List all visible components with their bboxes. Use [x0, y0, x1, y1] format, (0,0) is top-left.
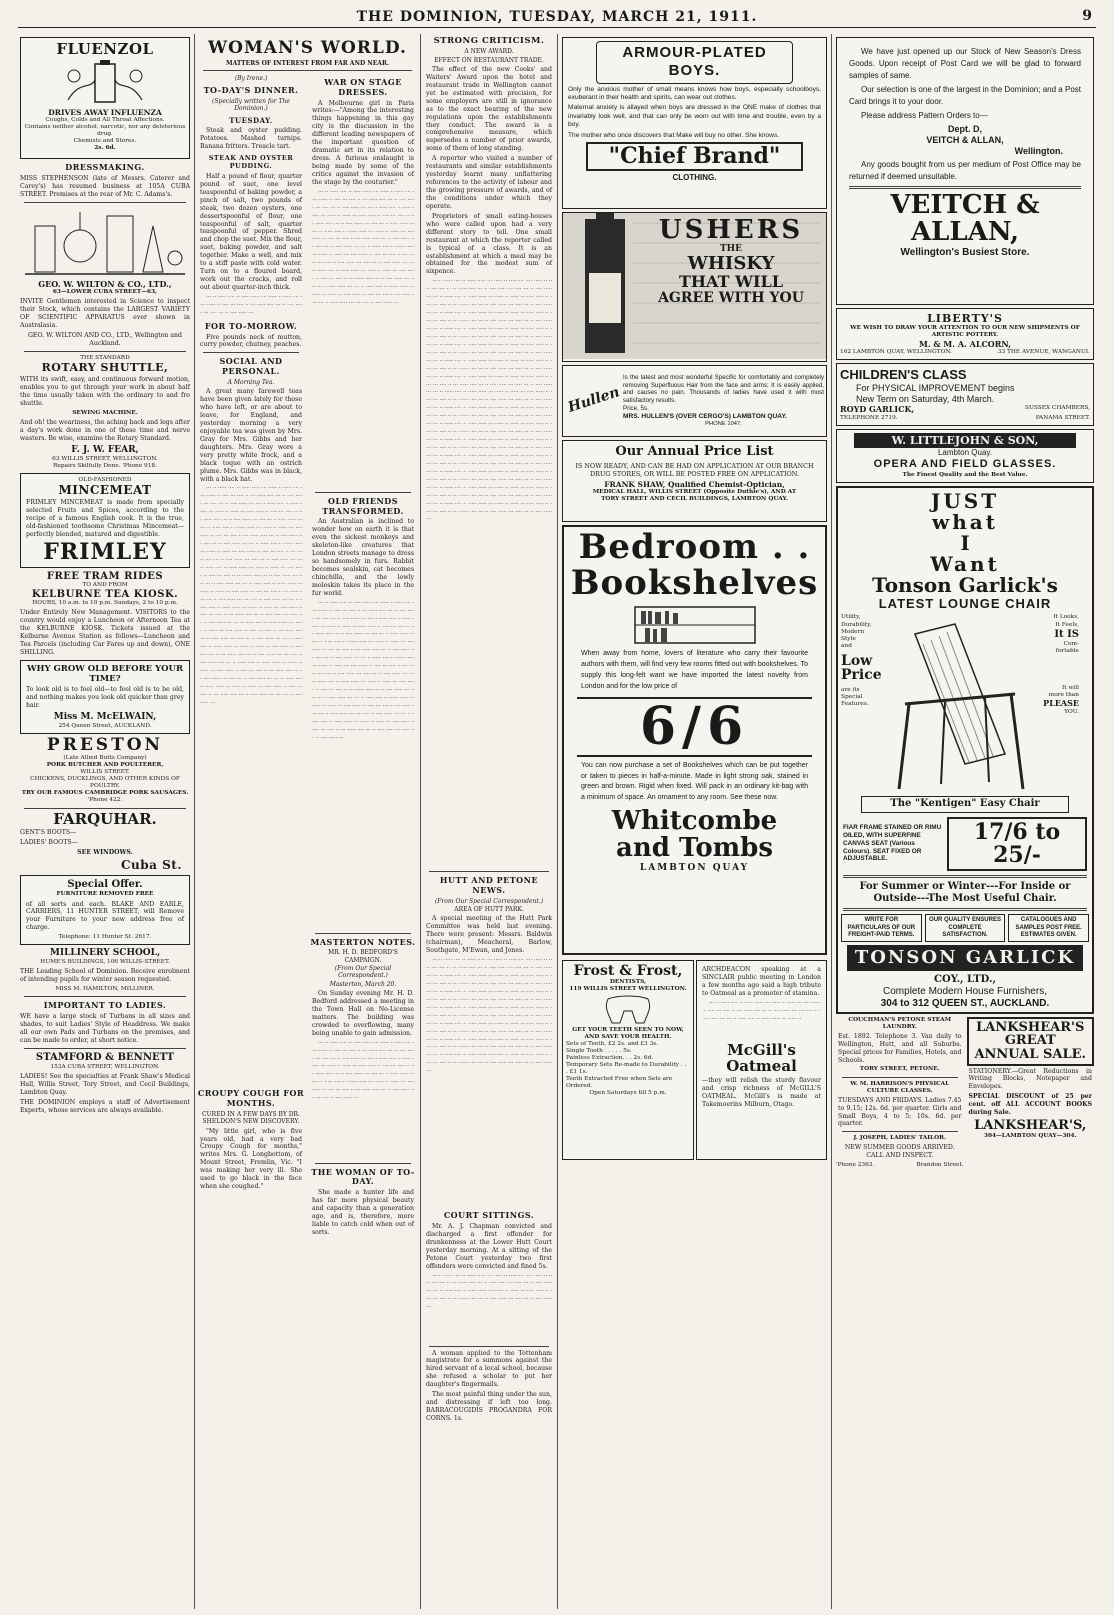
column-3	[423, 34, 555, 1609]
croupy-text: "My little girl, who is five years old, had a very bad Croupy Cough for months," writes Mrs. G. Longbottom, of Mount Street, Fremlin, Vic. "I was making her very ill. She used to go black in the face when she coughed."	[200, 1127, 302, 1191]
bookshelves-text: When away from home, lovers of literature who carry their favourite authors with them, will find very few rooms fitted out with bookshelves. To supply this long-felt want we have imported the latest novelty from London and for the low price of	[581, 650, 808, 690]
feature-word: are its	[841, 687, 860, 694]
divider	[429, 871, 549, 872]
transformed-continued-text: ··· ·· ····· ···· ·· ····· ····· ··· ····· ·· ····· ··· ···· ····· ·· ···· ··· ···· ·· ··· ····· ···· ··· ·· ···· ····· ··· ···· ··· ·· ···· ····· ··· ··· ·· ····· ···· ·· ····· ····· ··· ····· ·· ····· ··· ···· ····· ·· ···· ··· ···· ·· ··· ····· ···· ··· ·· ···· ····· ··· ···· ··· ·· ···· ····· ··· ··· ·· ····· ···· ·· ····· ····· ··· ····· ·· ····· ··· ···· ····· ·· ···· ··· ···· ·· ··· ····· ···· ··· ·· ···· ····· ··· ···· ··· ·· ···· ····· ··· ··· ·· ····· ···· ·· ····· ····· ··· ····· ·· ····· ··· ···· ····· ·· ···· ··· ···· ·· ··· ····· ···· ··· ·· ···· ····· ··· ···· ··· ·· ···· ····· ··· ··· ·· ····· ···· ·· ····· ····· ··· ····· ·· ····· ··· ···· ····· ·· ···· ··· ···· ·· ··· ····· ···· ··· ·· ···· ····· ··· ···· ··· ·· ···· ····· ··· ··· ·· ····· ···· ·· ····· ····· ··· ····· ·· ····· ··· ···· ····· ·· ···· ··· ···· ·· ··· ····· ···· ··· ·· ···· ····· ··· ···· ··· ·· ···· ····· ··· ··· ·· ····· ···· ·· ····· ····· ··· ····· ·· ····· ··· ···· ····· ·· ···· ··· ···· ·· ··· ····· ···· ··· ·· ···· ····· ··· ···· ··· ·· ···· ····· ···	[312, 599, 414, 742]
court-continued-text: ··· ·· ····· ···· ·· ····· ····· ··· ····· ·· ····· ··· ···· ····· ·· ···· ··· ···· ·· ··· ····· ···· ··· ·· ···· ····· ··· ···· ··· ·· ···· ····· ··· ··· ·· ····· ···· ·· ····· ····· ··· ····· ·· ····· ··· ···· ····· ·· ···· ··· ···· ·· ··· ····· ···· ··· ·· ···· ····· ··· ···· ··· ·· ···· ····· ···	[426, 1272, 552, 1312]
fluenzol-ad	[20, 37, 190, 159]
bookshelves-heading-2: Bookshelves	[570, 562, 819, 603]
rotary-address: 63 WILLIS STREET, WELLINGTON.	[52, 455, 158, 462]
lounge-chair-heading: LATEST LOUNGE CHAIR	[878, 595, 1052, 611]
divider	[203, 70, 412, 71]
bookshelves-price: 6/6	[639, 695, 750, 757]
stamford-address: 153A CUBA STREET, WELLINGTON.	[50, 1063, 160, 1070]
want-heading: Want	[930, 551, 1000, 576]
what-heading: what	[932, 509, 998, 534]
feature-word: Utility,	[841, 614, 861, 621]
wilton-sign: GEO. W. WILTON AND CO., LTD., Wellington and Auckland.	[27, 332, 183, 348]
grow-old-sign: Miss M. McELWAIN,	[53, 712, 157, 723]
special-offer-ad	[20, 875, 190, 945]
social-continued-text: ··· ·· ····· ···· ·· ····· ····· ··· ····· ·· ····· ··· ···· ····· ·· ···· ··· ···· ·· ··· ····· ···· ··· ·· ···· ····· ··· ···· ··· ·· ···· ····· ··· ··· ·· ····· ···· ·· ····· ····· ··· ····· ·· ····· ··· ···· ····· ·· ···· ··· ···· ·· ··· ····· ···· ··· ·· ···· ····· ··· ···· ··· ·· ···· ····· ··· ··· ·· ····· ···· ·· ····· ····· ··· ····· ·· ····· ··· ···· ····· ·· ···· ··· ···· ·· ··· ····· ···· ··· ·· ···· ····· ··· ···· ··· ·· ···· ····· ··· ··· ·· ····· ···· ·· ····· ····· ··· ····· ·· ····· ··· ···· ····· ·· ···· ··· ···· ·· ··· ····· ···· ··· ·· ···· ····· ··· ···· ··· ·· ···· ····· ··· ··· ·· ····· ···· ·· ····· ····· ··· ····· ·· ····· ··· ···· ····· ·· ···· ··· ···· ·· ··· ····· ···· ··· ·· ···· ····· ··· ···· ··· ·· ···· ····· ··· ··· ·· ····· ···· ·· ····· ····· ··· ····· ·· ····· ··· ···· ····· ·· ···· ··· ···· ·· ··· ····· ···· ··· ·· ···· ····· ··· ···· ··· ·· ···· ····· ··· ··· ·· ····· ···· ·· ····· ····· ··· ····· ·· ····· ··· ···· ····· ·· ···· ··· ···· ·· ··· ····· ···· ··· ·· ···· ····· ··· ···· ··· ·· ···· ····· ··· ··· ·· ····· ···· ·· ····· ····· ··· ····· ·· ····· ··· ···· ····· ·· ···· ··· ···· ·· ··· ····· ···· ··· ·· ···· ····· ··· ···· ··· ·· ···· ····· ··· ··· ·· ····· ···· ·· ····· ····· ··· ····· ·· ····· ··· ···· ····· ·· ···· ··· ···· ·· ··· ····· ···· ··· ·· ···· ····· ··· ···· ··· ·· ···· ····· ··· ··· ·· ····· ···· ·· ····· ····· ··· ····· ·· ····· ··· ···· ····· ·· ···· ··· ···· ·· ··· ····· ···· ··· ·· ···· ····· ··· ···· ··· ·· ···· ····· ··· ··· ·· ····· ···· ·· ····· ····· ··· ····· ·· ····· ··· ···· ····· ·· ···· ··· ···· ·· ··· ····· ···· ··· ·· ···· ····· ··· ···· ··· ·· ···· ····· ···	[200, 485, 302, 707]
lankshear-text-2: SPECIAL DISCOUNT of 25 per cent. off ALL ACCOUNT BOOKS during Sale.	[968, 1093, 1092, 1117]
column-5	[834, 34, 1096, 1609]
divider	[315, 1163, 411, 1164]
lankshear-heading-2: ANNUAL SALE.	[974, 1046, 1087, 1062]
mcgill-oatmeal-ad	[696, 960, 827, 1160]
dinner-menu: Steak and oyster pudding. Potatoes. Mashed turnips. Banana fritters. Treacle tart.	[200, 127, 302, 151]
preston-line: PORK BUTCHER AND POULTERER,	[46, 762, 164, 769]
chair-frame-text: FIAR FRAME STAINED OR RIMU OILED, WITH SUPERFINE CANVAS SEAT (Various Colours). SEAT FIXED OR ADJUSTABLE.	[843, 824, 942, 863]
feature-word: It Feels,	[1055, 621, 1079, 628]
joseph-address: Brandon Street.	[916, 1162, 964, 1169]
masterton-text: On Sunday evening Mr. H. D. Bedford addressed a meeting in the Town Hall on No-License matters. The building was crowded to overflowing, many being unable to gain admission.	[312, 990, 414, 1037]
tram-mid: TO AND FROM	[82, 581, 128, 588]
lankshear-ad	[967, 1017, 1095, 1170]
royd-garlick-phone: TELEPHONE 2719.	[840, 414, 898, 421]
feature-word: It IS	[1054, 628, 1079, 640]
veitch-banner: VEITCH & ALLAN,	[890, 189, 1040, 248]
frost-price: Sets of Teeth, £2 2s. and £3 3s.	[566, 1040, 659, 1047]
mcgill-heading: ARCHDEACON speaking at a SINCLAIR public meeting in London a few months ago said a high tribute to Oatmeal as a promoter of stamina.	[702, 966, 821, 997]
catalogues-box: CATALOGUES AND SAMPLES POST FREE. ESTIMATES GIVEN.	[1008, 914, 1089, 942]
liberty-text: WE WISH TO DRAW YOUR ATTENTION TO OUR NEW SHIPMENTS OF ARTISTIC POTTERY.	[850, 325, 1080, 339]
divider	[843, 875, 1087, 878]
royd-garlick-address: SUSSEX CHAMBERS,	[1025, 405, 1090, 412]
hutt-sub: AREA OF HUTT PARK.	[454, 906, 524, 914]
recipe-text: Half a pound of flour, quarter pound of suet, one level teaspoonful of baking powder, a pinch of salt, two pounds of steak, two dozen oysters, one dessertspoonful of flour, one teaspoonful of salt, quarter teaspoonful of pepper. Shred and chop the suet. Mix the flour, suet, baking powder, and salt together. Make a well, and mix to a stiff paste with cold water. Turn on to a floured board, work out the cracks, and roll out about quarter-inch thick.	[200, 172, 302, 292]
masterton-place: Masterton, March 20.	[329, 980, 397, 988]
quality-box: OUR QUALITY ENSURES COMPLETE SATISFACTION.	[925, 914, 1006, 942]
joseph-phone: 'Phone 2363.	[836, 1162, 875, 1169]
whitcombe-address: LAMBTON QUAY	[639, 862, 750, 873]
littlejohn-sub: The Finest Quality and the Best Value.	[902, 471, 1028, 478]
frost-price: Temporary Sets Re-made to Durability . . . £1 1s.	[566, 1062, 687, 1076]
divider	[24, 351, 186, 352]
fluenzol-line: Chemists and Stores.	[73, 137, 137, 144]
lankshear-footer: LANKSHEAR'S,	[974, 1118, 1087, 1134]
ushers-line: WHISKY	[687, 253, 775, 275]
terms-box: WRITE FOR PARTICULARS OF OUR FREIGHT-PAID TERMS.	[841, 914, 922, 942]
tonson-coy: COY., LTD.,	[934, 974, 996, 986]
liberty-address-2: 33 THE AVENUE, WANGANUI.	[997, 349, 1090, 356]
social-heading: SOCIAL AND PERSONAL.	[219, 356, 283, 377]
tram-hours: HOURS, 10 a.m. to 10 p.m. Sundays, 2 to 10 p.m.	[32, 599, 178, 606]
divider	[842, 1077, 958, 1078]
liberty-ad	[836, 308, 1094, 360]
preston-line: 'Phone 422.	[87, 797, 123, 804]
divider	[24, 808, 186, 809]
joseph-heading: J. JOSEPH, LADIES' TAILOR.	[853, 1135, 946, 1142]
hullen-text: Is the latest and most wonderful Specific for comfortably and completely removing Superfluous Hair from the face and arms; It is easily applied, and causes no pain. Thousands of ladies have used it with most satisfactory results.	[623, 373, 824, 405]
fluenzol-price: 2s. 6d.	[94, 144, 116, 151]
frimley-title: MINCEMEAT	[58, 482, 152, 497]
bookshelves-text-2: You can now purchase a set of Bookshelves which can be put together or taken to pieces in half-a-minute. Made in light strong oak, stained in green and brown. Rigid when fixed. Will pack in an ordinary kit-bag with a minimum of space. An ornament to any room. See these now.	[581, 761, 808, 802]
fluenzol-line: Coughs, Colds and All Throat Affections.	[45, 116, 165, 123]
ushers-line: THAT WILL	[679, 272, 783, 292]
croupy-sub: CURED IN A FEW DAYS BY DR. SHELDON'S NEW DISCOVERY.	[202, 1110, 300, 1126]
tooth-icon	[598, 995, 658, 1025]
criticism-text-3: Proprietors of small eating-houses who were called upon had a very different story to tell. One small restaurant at which the reporter called is typical of a class. It is an establishment at which a meal may be obtained for the modest sum of sixpence.	[426, 212, 552, 276]
frost-hours: Open Saturdays till 5 p.m.	[589, 1090, 667, 1097]
preston-line: TRY OUR FAMOUS CAMBRIDGE PORK SAUSAGES.	[21, 790, 189, 797]
tram-text: Under Entirely New Management. VISITORS to the country would enjoy a Luncheon or Afternoon Tea at the KELBURNE KIOSK. Tickets issued at the Kelburne Avenue Station as follows—Luncheon and Tea Parcels (including Car Fares up and down), ONE SHILLING.	[20, 609, 190, 656]
court-heading: COURT SITTINGS.	[443, 1210, 535, 1221]
veitch-text-3: Please address Pattern Orders to—	[861, 111, 988, 120]
lankshear-address: 304—LAMBTON QUAY—304.	[983, 1132, 1077, 1139]
preston-title: PRESTON	[46, 735, 164, 756]
frost-price: Teeth Extracted Free when Sets are Ordered.	[566, 1076, 673, 1090]
low-word: Low	[841, 652, 873, 669]
kentigen-chair: The "Kentigen" Easy Chair	[890, 798, 1040, 810]
column-rule	[557, 34, 558, 1609]
veitch-text: We have just opened up our Stock of New Season's Dress Goods. Upon receipt of Post Card we will be glad to forward samples of same.	[849, 47, 1081, 80]
fluenzol-bottle-illustration	[60, 60, 150, 106]
tomorrow-heading: FOR TO-MORROW.	[204, 320, 298, 331]
ushers-line: AGREE WITH YOU	[658, 289, 804, 306]
couchman-address: TORY STREET, PETONE.	[859, 1066, 940, 1073]
social-sub: A Morning Tea.	[227, 378, 275, 386]
court-text: Mr. A. J. Chapman convicted and discharged a first offender for drunkenness at the Lower Hutt Court yesterday morning. At a sitting of the Petone Court yesterday two first offenders were convicted and fined 5s.	[426, 1222, 552, 1270]
bottom-ads-row-right	[836, 1017, 1094, 1170]
dinner-heading: TO-DAY'S DINNER.	[203, 85, 299, 96]
stamford-title: STAMFORD & BENNETT	[35, 1051, 175, 1063]
summer-winter-line: For Summer or Winter---For Inside or	[859, 880, 1071, 892]
bottom-left-ads	[836, 1017, 964, 1170]
fluenzol-title: FLUENZOL	[56, 40, 154, 58]
criticism-text: The effect of the new Cooks' and Waiters' Award upon the hotel and restaurant trade in Wellington cannot yet be estimated with precision, for some employers are still in ignorance as to the exact bearing of the new regulations upon the establishments they conduct. The award is a comprehensive measure, which supersedes a number of prior awards, some of them of long standing.	[426, 65, 552, 153]
divider	[429, 1346, 549, 1347]
feature-word: It Looks,	[1053, 614, 1079, 621]
chair-right-features	[1035, 614, 1079, 794]
tonson-firm-name: TONSON GARLICK	[847, 945, 1083, 971]
millinery-sign: MISS M. HAMILTON, MILLINER.	[55, 986, 155, 993]
bookshelves-heading: Bedroom . .	[578, 527, 811, 567]
frost-sub: DENTISTS,	[609, 978, 647, 985]
preston-sub: (Late Allied Butts Company)	[63, 755, 147, 762]
divider	[24, 1048, 186, 1049]
preston-line: CHICKENS, DUCKLINGS, AND OTHER KINDS OF POULTRY.	[30, 776, 180, 790]
childrens-class-ad	[836, 363, 1094, 426]
feature-word: Special	[841, 694, 863, 701]
social-text: A great many farewell teas have been given lately for those who have left, or are about to leave, for England, and yesterday morning a very enjoyable tea was given by Mrs. Gray for Mrs. Gibbs and her daughters. Mrs. Gray wore a very pretty white frock, and a black toque with an ostrich plume. Mrs. Gibbs was in black, with a black hat.	[200, 388, 302, 483]
armour-heading-2: BOYS.	[668, 62, 721, 80]
frost-dentists-ad	[562, 960, 694, 1160]
armour-heading: ARMOUR-PLATED	[622, 44, 767, 61]
criticism-sub: A NEW AWARD.	[464, 48, 514, 56]
frost-price: Painless Extraction. . . 2s. 6d.	[566, 1055, 654, 1062]
hullen-script: Hullen	[566, 384, 622, 417]
criticism-sub-2: EFFECT ON RESTAURANT TRADE.	[434, 56, 544, 64]
tottenham-text: A woman applied to the Tottenham magistrate for a summons against the hired servant of a local school, because she refused a scholar to put her daughter's fingermails.	[426, 1349, 552, 1389]
masthead-title: THE DOMINION, TUESDAY, MARCH 21, 1911.	[356, 9, 758, 25]
veitch-name: VEITCH & ALLAN,	[926, 134, 1004, 145]
veitch-banner-2: Wellington's Busiest Store.	[900, 246, 1030, 258]
feature-word: Style	[841, 635, 856, 642]
littlejohn-heading: OPERA AND FIELD GLASSES.	[873, 458, 1057, 471]
wilton-address: 63—LOWER CUBA STREET—63,	[52, 289, 158, 296]
millinery-address: HUME'S BUILDINGS, 106 WILLIS-STREET.	[40, 959, 170, 966]
criticism-continued-text: ··· ·· ····· ···· ·· ····· ····· ··· ····· ·· ····· ··· ···· ····· ·· ···· ··· ···· ·· ··· ····· ···· ··· ·· ···· ····· ··· ···· ··· ·· ···· ····· ··· ··· ·· ····· ···· ·· ····· ····· ··· ····· ·· ····· ··· ···· ····· ·· ···· ··· ···· ·· ··· ····· ···· ··· ·· ···· ····· ··· ···· ··· ·· ···· ····· ··· ··· ·· ····· ···· ·· ····· ····· ··· ····· ·· ····· ··· ···· ····· ·· ···· ··· ···· ·· ··· ····· ···· ··· ·· ···· ····· ··· ···· ··· ·· ···· ····· ··· ··· ·· ····· ···· ·· ····· ····· ··· ····· ·· ····· ··· ···· ····· ·· ···· ··· ···· ·· ··· ····· ···· ··· ·· ···· ····· ··· ···· ··· ·· ···· ····· ··· ··· ·· ····· ···· ·· ····· ····· ··· ····· ·· ····· ··· ···· ····· ·· ···· ··· ···· ·· ··· ····· ···· ··· ·· ···· ····· ··· ···· ··· ·· ···· ····· ··· ··· ·· ····· ···· ·· ····· ····· ··· ····· ·· ····· ··· ···· ····· ·· ···· ··· ···· ·· ··· ····· ···· ··· ·· ···· ····· ··· ···· ··· ·· ···· ····· ··· ··· ·· ····· ···· ·· ····· ····· ··· ····· ·· ····· ··· ···· ····· ·· ···· ··· ···· ·· ··· ····· ···· ··· ·· ···· ····· ··· ···· ··· ·· ···· ····· ··· ··· ·· ····· ···· ·· ····· ····· ··· ····· ·· ····· ··· ···· ····· ·· ···· ··· ···· ·· ··· ····· ···· ··· ·· ···· ····· ··· ···· ··· ·· ···· ····· ··· ··· ·· ····· ···· ·· ····· ····· ··· ····· ·· ····· ··· ···· ····· ·· ···· ··· ···· ·· ··· ····· ···· ··· ·· ···· ····· ··· ···· ··· ·· ···· ····· ··· ··· ·· ····· ···· ·· ····· ····· ··· ····· ·· ····· ··· ···· ····· ·· ···· ··· ···· ·· ··· ····· ···· ··· ·· ···· ····· ··· ···· ··· ·· ···· ····· ··· ··· ·· ····· ···· ·· ····· ····· ··· ····· ·· ····· ··· ···· ····· ·· ···· ··· ···· ·· ··· ····· ···· ··· ·· ···· ····· ··· ···· ··· ·· ···· ····· ··· ··· ·· ····· ···· ·· ····· ····· ··· ····· ·· ····· ··· ···· ····· ·· ···· ··· ···· ·· ··· ····· ···· ··· ·· ···· ····· ··· ···· ··· ·· ···· ····· ··· ··· ·· ····· ···· ·· ····· ····· ··· ····· ·· ····· ··· ···· ····· ·· ···· ··· ···· ·· ··· ····· ···· ··· ·· ···· ····· ··· ···· ··· ·· ···· ····· ··· ··· ·· ····· ···· ·· ····· ····· ··· ····· ·· ····· ··· ···· ····· ·· ···· ··· ···· ·· ··· ····· ···· ··· ·· ···· ····· ··· ···· ··· ·· ···· ····· ··· ··· ·· ····· ···· ·· ····· ····· ··· ····· ·· ····· ··· ···· ····· ·· ···· ··· ···· ·· ··· ····· ···· ··· ·· ···· ····· ··· ···· ··· ·· ···· ····· ···	[426, 278, 552, 524]
wilton-text: INVITE Gentlemen interested in Science to inspect their Stock, which contains the LARGEST VARIETY OF SCIENTIFIC APPARATUS ever shown in Australasia.	[20, 298, 190, 330]
tonson-garlick-ad	[836, 486, 1094, 1014]
masterton-sub: MR. H. D. BEDFORD'S CAMPAIGN.	[328, 949, 398, 964]
dressmaking-text: MISS STEPHENSON (late of Messrs. Caterer and Carey's) has resumed business at 105A CUBA STREET. Premises at the rear of Mr. C. Adams's.	[20, 174, 190, 198]
grow-old-text: To look old is to feel old—to feel old is to be old, and nothing makes you look old quicker than grey hair.	[26, 686, 184, 710]
tonson-tagline: Complete Modern House Furnishers,	[883, 986, 1047, 998]
royd-garlick-name: ROYD GARLICK,	[840, 404, 915, 415]
harrison-text: TUESDAYS AND FRIDAYS. Ladies 7.45 to 9.15; 12s. 6d. per quarter. Girls and Small Boys, 4 to 5; 10s. 6d. per quarter.	[838, 1096, 962, 1128]
rotary-phone: Repairs Skilfully Done. 'Phone 918.	[53, 462, 157, 469]
masterton-corr: (From Our Special Correspondent.)	[334, 965, 392, 980]
ladies-heading: IMPORTANT TO LADIES.	[43, 1000, 167, 1011]
feature-word: Com-	[1063, 640, 1079, 647]
ushers-line: THE	[719, 244, 743, 255]
fluenzol-line: DRIVES AWAY INFLUENZA	[48, 107, 162, 117]
fluenzol-line: Contains neither alcohol, narcotic, nor any deleterious drug.	[24, 123, 186, 137]
dominion-staff-note: THE DOMINION employs a staff of Advertisement Experts, whose services are always available.	[20, 1098, 190, 1114]
harrison-heading: W. M. HARRISON'S PHYSICAL CULTURE CLASSES.	[850, 1080, 950, 1094]
wilton-name: GEO. W. WILTON & CO., LTD.,	[38, 278, 172, 289]
rotary-text: WITH its swift, easy, and continuous forward motion, enables you to get through your work in about half the time usually taken with the ordinary to and fro shuttle.	[20, 376, 190, 407]
couchman-heading: COUCHMAN'S PETONE STEAM LAUNDRY.	[848, 1016, 952, 1030]
special-offer-sub: FURNITURE REMOVED FREE	[56, 891, 154, 898]
rotary-pre: THE STANDARD	[80, 355, 130, 361]
recipe-heading: STEAK AND OYSTER PUDDING.	[208, 154, 294, 170]
mcgill-brand: McGill's Oatmeal	[726, 1040, 797, 1075]
frank-shaw-address-2: TORY STREET AND CECIL BUILDINGS, LAMBTON QUAY.	[601, 496, 788, 503]
tonson-name: Tonson Garlick's	[872, 572, 1058, 597]
armour-plated-ad	[562, 37, 827, 209]
veitch-allan-ad	[836, 37, 1094, 305]
feature-word: PLEASE	[1043, 698, 1079, 708]
liberty-name: M. & M. A. ALCORN,	[918, 338, 1012, 349]
special-offer-heading: Special Offer.	[67, 879, 143, 891]
divider	[315, 933, 411, 934]
hutt-continued-text: ··· ·· ····· ···· ·· ····· ····· ··· ····· ·· ····· ··· ···· ····· ·· ···· ··· ···· ·· ··· ····· ···· ··· ·· ···· ····· ··· ···· ··· ·· ···· ····· ··· ··· ·· ····· ···· ·· ····· ····· ··· ····· ·· ····· ··· ···· ····· ·· ···· ··· ···· ·· ··· ····· ···· ··· ·· ···· ····· ··· ···· ··· ·· ···· ····· ··· ··· ·· ····· ···· ·· ····· ····· ··· ····· ·· ····· ··· ···· ····· ·· ···· ··· ···· ·· ··· ····· ···· ··· ·· ···· ····· ··· ···· ··· ·· ···· ····· ··· ··· ·· ····· ···· ·· ····· ····· ··· ····· ·· ····· ··· ···· ····· ·· ···· ··· ···· ·· ··· ····· ···· ··· ·· ···· ····· ··· ···· ··· ·· ···· ····· ··· ··· ·· ····· ···· ·· ····· ····· ··· ····· ·· ····· ··· ···· ····· ·· ···· ··· ···· ·· ··· ····· ···· ··· ·· ···· ····· ··· ···· ··· ·· ···· ····· ··· ··· ·· ····· ···· ·· ····· ····· ··· ····· ·· ····· ··· ···· ····· ·· ···· ··· ···· ·· ··· ····· ···· ··· ·· ···· ····· ··· ···· ··· ·· ···· ····· ··· ··· ·· ····· ···· ·· ····· ····· ··· ····· ·· ····· ··· ···· ····· ·· ···· ··· ···· ·· ··· ····· ···· ··· ·· ···· ····· ··· ···· ··· ·· ···· ····· ···	[426, 957, 552, 1076]
woman-today-text: She made a hunter life and has far more physical beauty and capacity than a generation ago, and is, therefore, more liable to catch cold when out of sorts.	[312, 1189, 414, 1236]
feature-word: Features.	[841, 701, 869, 708]
frimley-brand: FRIMLEY	[43, 538, 167, 565]
stamford-text: LADIES! See the specialties at Frank Shaw's Medical Hall, Willis Street, Tory Street, and Cecil Buildings, Lambton Quay.	[20, 1073, 190, 1096]
armour-text-3: The mother who once discovers that Make will buy no other. She knows.	[568, 131, 780, 139]
tram-heading: FREE TRAM RIDES	[46, 570, 164, 582]
feature-word: It will	[1062, 684, 1079, 691]
chief-brand: "Chief Brand"	[608, 143, 781, 170]
byline: (By Irene.)	[234, 75, 268, 83]
lankshear-text: STATIONERY.—Great Reductions in Writing Blocks, Notepaper and Envelopes.	[968, 1067, 1092, 1091]
frimley-text: FRIMLEY MINCEMEAT is made from specially selected Fruits and Spices, according to the recipe of a famous English cook. It is the true, old-fashioned toothsome Christmas Mincemeat—perfectly blended, matured and digestible.	[26, 499, 184, 538]
feature-word: Durability,	[841, 621, 872, 628]
liberty-address: 162 LAMBTON QUAY, WELLINGTON.	[840, 349, 952, 356]
masterton-continued-text: ··· ·· ····· ···· ·· ····· ····· ··· ····· ·· ····· ··· ···· ····· ·· ···· ··· ···· ·· ··· ····· ···· ··· ·· ···· ····· ··· ···· ··· ·· ···· ····· ··· ··· ·· ····· ···· ·· ····· ····· ··· ····· ·· ····· ··· ···· ····· ·· ···· ··· ···· ·· ··· ····· ···· ··· ·· ···· ····· ··· ···· ··· ·· ···· ····· ··· ··· ·· ····· ···· ·· ····· ····· ··· ····· ·· ····· ··· ···· ····· ·· ···· ··· ···· ·· ··· ····· ···· ··· ·· ···· ····· ··· ···· ··· ·· ···· ····· ···	[312, 1039, 414, 1103]
price-list-text: IS NOW READY, AND CAN BE HAD ON APPLICATION AT OUR BRANCH DRUG STORES, OR WILL BE POSTED FREE ON APPLICATION.	[575, 461, 814, 479]
armour-text: Only the anxious mother of small means knows how boys, especially schoolboys, exuberant in their health and spirits, can wear out clothes.	[568, 85, 821, 102]
preston-line: WILLIS STREET.	[80, 769, 130, 776]
womans-world-left	[197, 74, 305, 1239]
lankshear-heading: LANKSHEAR'S GREAT	[976, 1019, 1085, 1049]
littlejohn-address: Lambton Quay.	[937, 448, 993, 458]
column-rule	[420, 34, 421, 1609]
masterton-heading: MASTERTON NOTES.	[310, 936, 416, 947]
hutt-text: A special meeting of the Hutt Park Committee was held last evening. There were present: Messrs. Baldwin (chairman), Meacheral, Barlow, Southgate, M'Ewan, and Jones.	[426, 915, 552, 955]
childrens-class-heading: CHILDREN'S CLASS	[840, 367, 967, 383]
childrens-class-text-2: New Term on Saturday, 4th March.	[856, 394, 995, 405]
farquhar-line: LADIES' BOOTS—	[20, 839, 78, 847]
just-heading: JUST	[930, 488, 1000, 513]
chair-left-features	[841, 614, 885, 794]
farquhar-title: FARQUHAR.	[53, 809, 157, 828]
hullen-ad	[562, 365, 827, 437]
frost-address: 119 WILLIS STREET WELLINGTON.	[569, 985, 687, 992]
frost-tagline: GET YOUR TEETH SEEN TO NOW, AND SAVE YOUR HEALTH.	[572, 1026, 684, 1040]
mcgill-continued-text: ··· ·· ····· ···· ·· ····· ····· ··· ····· ·· ····· ··· ···· ····· ·· ···· ··· ···· ·· ··· ····· ···· ··· ·· ···· ····· ··· ···· ··· ·· ···· ····· ··· ··· ·· ····· ···· ·· ····· ····· ··· ····· ··	[703, 999, 820, 1023]
rotary-title: ROTARY SHUTTLE,	[41, 361, 169, 375]
bookshelf-illustration	[585, 603, 805, 647]
whitcombe-name-2: and Tombs	[615, 833, 773, 864]
veitch-text-4: Any goods bought from us per medium of Post Office may be returned if deemed unsuitable.	[849, 159, 1081, 181]
childrens-class-text: For PHYSICAL IMPROVEMENT begins	[856, 383, 1015, 394]
grow-old-ad	[20, 660, 190, 735]
criticism-heading: STRONG CRITICISM.	[433, 36, 545, 46]
feature-word: more than	[1048, 691, 1079, 698]
column-2	[197, 34, 418, 1609]
hullen-price: Price, 5s.	[623, 405, 649, 413]
womans-world-sub: MATTERS OF INTEREST FROM FAR AND NEAR.	[225, 59, 390, 67]
couchman-text: Est. 1892. Telephone 3. Van daily to Wellington, Hutt, and all Suburbs. Special prices for Families, Hotels, and Schools.	[838, 1032, 962, 1064]
rotary-sub: SEWING MACHINE.	[72, 409, 138, 416]
tonson-address: 304 to 312 QUEEN ST., AUCKLAND.	[880, 998, 1050, 1010]
dressmaking-heading: DRESSMAKING.	[65, 162, 145, 172]
liberty-heading: LIBERTY'S	[927, 312, 1003, 325]
whitcombe-name: Whitcombe	[611, 806, 778, 837]
grow-old-address: 254 Queen Street, AUCKLAND.	[58, 723, 152, 730]
scientific-apparatus-illustration	[25, 206, 185, 278]
frost-name: Frost & Frost,	[573, 963, 683, 979]
ladies-text: WE have a large stock of Turbans in all sizes and shades, to suit Ladies' Style of Headdress. We make all our own Pads and Turbans on the premises, and can be made to order, at short notice.	[20, 1013, 190, 1044]
bottom-ads-row	[562, 958, 827, 1162]
transformed-text: An Australian is inclined to wonder how on earth it is that even the sickest monkeys and skeleton-like creatures that London streets manage to dress so handsomely in furs. Rabbit becomes sealskin, cat becomes chinchilla, and the lowly moleskin takes its place in the fur world.	[312, 518, 414, 597]
feature-word: fortable	[1055, 647, 1079, 654]
dinner-day: TUESDAY.	[229, 115, 273, 125]
womans-world-right	[309, 74, 417, 1239]
bookshelves-ad	[562, 525, 827, 955]
chair-price: 17/6 to 25/-	[947, 817, 1087, 871]
farquhar-address: Cuba St.	[120, 858, 182, 873]
millinery-heading: MILLINERY SCHOOL,	[49, 948, 161, 959]
special-offer-phone: Telephone: 11 Hunter St. 2617.	[58, 934, 152, 941]
ushers-ad	[562, 212, 827, 362]
joseph-text: NEW SUMMER GOODS ARRIVED. CALL AND INSPECT.	[844, 1144, 955, 1160]
hutt-heading: HUTT AND PETONE NEWS.	[439, 875, 539, 896]
divider	[203, 352, 299, 353]
littlejohn-ad	[836, 429, 1094, 483]
frimley-pre: OLD-FASHIONED	[78, 476, 132, 483]
criticism-text-2: A reporter who visited a number of restaurants and similar establishments yesterday learnt many unflattering references to the activity of labour and the growing pressure of awards, and of the conditions under which they operate.	[426, 155, 552, 210]
divider	[315, 492, 411, 493]
hutt-corr: (From Our Special Correspondent.)	[434, 897, 544, 905]
stage-dresses-text: A Melbourne girl in Paris writes:—"Among the interesting things happening in this gay city is the discussion in the different leading newspapers of the important question of dramatic art in its relation to dress. A furious onslaught is being made by some of the critics against the invasion of the stage by the couturier."	[312, 99, 414, 186]
veitch-text-2: Our selection is one of the largest in the Dominion; and a Post Card brings it to your door.	[849, 85, 1081, 106]
divider	[24, 996, 186, 997]
mcgill-text: —they will relish the sturdy flavour and crisp richness of McGILL'S OATMEAL. McGill's is made at Takemoerins Milburn, Otago.	[702, 1077, 821, 1109]
price-list-ad	[562, 440, 827, 522]
stage-dresses-continued-text: ··· ·· ····· ···· ·· ····· ····· ··· ····· ·· ····· ··· ···· ····· ·· ···· ··· ···· ·· ··· ····· ···· ··· ·· ···· ····· ··· ···· ··· ·· ···· ····· ··· ··· ·· ····· ···· ·· ····· ····· ··· ····· ·· ····· ··· ···· ····· ·· ···· ··· ···· ·· ··· ····· ···· ··· ·· ···· ····· ··· ···· ··· ·· ···· ····· ··· ··· ·· ····· ···· ·· ····· ····· ··· ····· ·· ····· ··· ···· ····· ·· ···· ··· ···· ·· ··· ····· ···· ··· ·· ···· ····· ··· ···· ··· ·· ···· ····· ··· ··· ·· ····· ···· ·· ····· ····· ··· ····· ·· ····· ··· ···· ····· ·· ···· ··· ···· ·· ··· ····· ···· ··· ·· ···· ····· ··· ···· ··· ·· ···· ····· ··· ··· ·· ····· ···· ·· ····· ····· ··· ····· ·· ····· ··· ···· ····· ·· ···· ··· ···· ·· ··· ····· ···· ··· ·· ···· ····· ··· ···· ··· ·· ···· ····· ··· ··· ·· ····· ···· ·· ····· ····· ··· ····· ·· ····· ··· ···· ····· ·· ···· ··· ···· ·· ··· ····· ···· ··· ·· ···· ····· ··· ···· ··· ·· ···· ····· ···	[312, 188, 414, 307]
littlejohn-name: W. LITTLEJOHN & SON,	[854, 433, 1076, 448]
feature-word: YOU.	[1064, 708, 1079, 715]
rotary-text-2: And oh! the weariness, the aching back and legs after a day's work done in one of these time and nerve wasters. Be wise, examine the Rotary Standard.	[20, 418, 190, 442]
womans-world-title: WOMAN'S WORLD.	[208, 38, 407, 58]
grow-old-heading: WHY GROW OLD BEFORE YOUR TIME?	[26, 663, 184, 685]
hullen-phone: PHONE 1047.	[705, 421, 742, 428]
farquhar-line: SEE WINDOWS.	[77, 849, 133, 857]
divider	[842, 1131, 958, 1132]
divider	[849, 186, 1081, 189]
i-heading: I	[960, 530, 970, 555]
tomorrow-text: Five pounds neck of mutton, curry powder, chutney, peaches.	[200, 333, 302, 349]
recipe-continued-text: ··· ·· ····· ···· ·· ····· ····· ··· ····· ·· ····· ··· ···· ····· ·· ···· ··· ···· ·· ··· ····· ···· ··· ·· ···· ····· ··· ···· ··· ·· ···· ····· ···	[200, 293, 302, 317]
frimley-ad	[20, 473, 190, 568]
corns-text: The most painful thing under the sun, and distressing if left too long. BARRACOUGIDIS PROGANDRA FOR CORNS. 1s.	[426, 1391, 552, 1423]
farquhar-line: GENT'S BOOTS—	[20, 829, 77, 837]
millinery-text: THE Leading School of Dominion. Receive enrolment of intending pupils for winter season requested.	[20, 968, 190, 984]
frank-shaw-name: FRANK SHAW, Qualified Chemist-Optician,	[604, 480, 785, 490]
frost-price: Single Tooth . . . . . 5s.	[566, 1048, 632, 1054]
column-4	[560, 34, 829, 1609]
woman-today-heading: THE WOMAN OF TO-DAY.	[311, 1166, 415, 1187]
tram-kiosk: KELBURNE TEA KIOSK.	[31, 588, 179, 600]
column-rule	[194, 34, 195, 1609]
divider	[24, 202, 186, 203]
transformed-heading: OLD FRIENDS TRANSFORMED.	[322, 495, 404, 516]
stage-dresses-heading: WAR ON STAGE DRESSES.	[324, 77, 402, 97]
chief-brand-clothing: CLOTHING.	[672, 173, 717, 183]
ushers-name: USHERS	[658, 215, 804, 245]
armour-text-2: Maternal anxiety is allayed when boys are dressed in the ONE make of clothes that invariably look well, and that can only be worn out with time and trouble, even by a boy.	[568, 104, 821, 129]
veitch-city: Wellington.	[1014, 145, 1063, 156]
masthead	[18, 6, 1096, 28]
royd-garlick-address-2: PANAMA STREET.	[1035, 414, 1090, 421]
outside-line: Outside---The Most Useful Chair.	[873, 893, 1057, 904]
feature-word: Modern	[841, 628, 865, 635]
croupy-heading: CROUPY COUGH FOR MONTHS.	[197, 1088, 305, 1109]
veitch-dept: Dept. D,	[947, 124, 982, 134]
feature-word: and	[841, 642, 852, 649]
price-word: Price	[841, 667, 882, 684]
dinner-sub: (Specially written for The Dominion.)	[212, 98, 290, 113]
ushers-text-block	[641, 217, 821, 306]
lounge-chair-illustration	[885, 614, 1035, 794]
rotary-sign: F. J. W. FEAR,	[71, 444, 139, 455]
divider	[843, 908, 1087, 911]
column-1	[18, 34, 192, 1609]
page-number: 9	[1082, 8, 1092, 24]
column-rule	[831, 34, 832, 1609]
frank-shaw-address: MEDICAL HALL, WILLIS STREET (Opposite Duthie's), AND AT	[592, 489, 797, 496]
hullen-sign: MRS. HULLEN'S (OVER CERGO'S) LAMBTON QUAY.	[623, 413, 787, 421]
special-offer-text: of all sorts and each. BLAKE AND EARLE, CARRIERS, 11 HUNTER STREET, will Remove your Furniture to your new address free of charge.	[26, 900, 184, 932]
price-list-heading: Our Annual Price List	[615, 444, 774, 459]
